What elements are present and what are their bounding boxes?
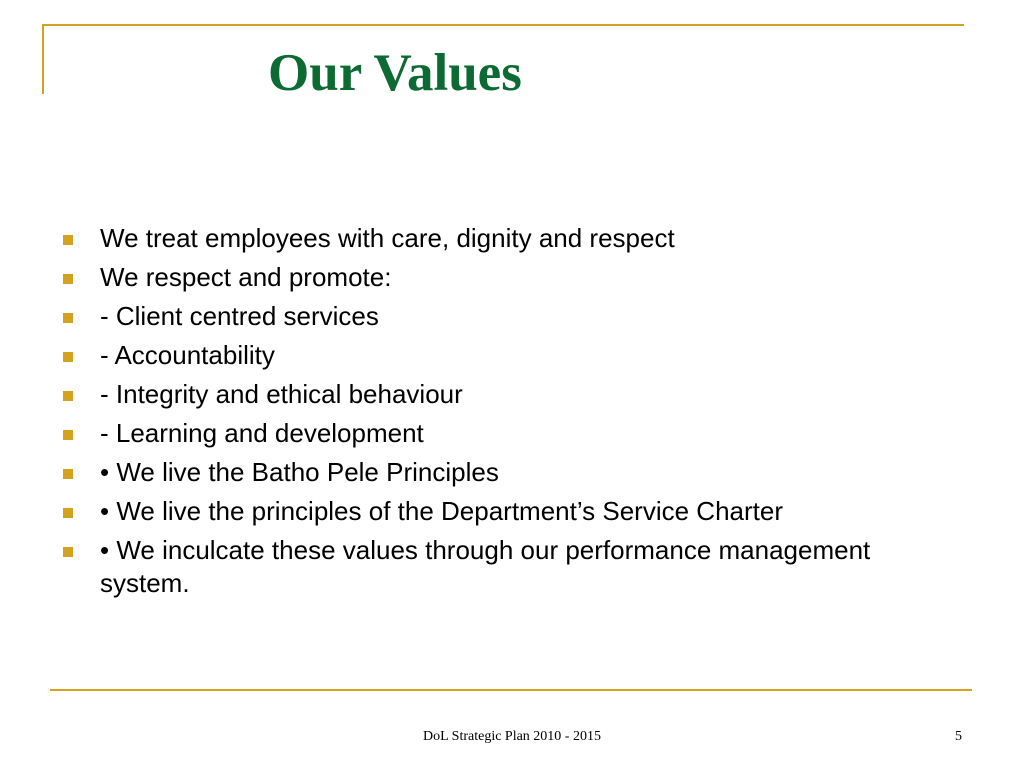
- bullet-text: • We live the principles of the Department’s Service Charter: [100, 496, 783, 526]
- bullet-text: - Integrity and ethical behaviour: [100, 379, 463, 409]
- page-number: 5: [955, 729, 962, 744]
- square-bullet-icon: [63, 469, 73, 479]
- top-frame-line: [42, 24, 964, 26]
- bullet-text: - Client centred services: [100, 301, 379, 331]
- bullet-item: [63, 495, 953, 528]
- slide-title: Our Values: [268, 44, 522, 102]
- bullet-text: - Accountability: [100, 340, 275, 370]
- bullet-item: [63, 534, 953, 600]
- square-bullet-icon: [63, 274, 73, 284]
- square-bullet-icon: [63, 430, 73, 440]
- bullet-item: [63, 417, 953, 450]
- square-bullet-icon: [63, 547, 73, 557]
- square-bullet-icon: [63, 235, 73, 245]
- left-frame-line: [42, 24, 44, 94]
- square-bullet-icon: [63, 313, 73, 323]
- bullet-item: [63, 456, 953, 489]
- bullet-text: • We live the Batho Pele Principles: [100, 457, 499, 487]
- square-bullet-icon: [63, 508, 73, 518]
- bullet-text: We respect and promote:: [100, 262, 392, 292]
- bullet-item: [63, 261, 953, 294]
- footer-divider: [50, 689, 972, 691]
- bullet-text: We treat employees with care, dignity and respect: [100, 223, 675, 253]
- footer-text: DoL Strategic Plan 2010 - 2015: [423, 729, 601, 744]
- bullet-text: • We inculcate these values through our performance management system.: [100, 535, 871, 598]
- bullet-list: [63, 222, 953, 606]
- bullet-text: - Learning and development: [100, 418, 424, 448]
- square-bullet-icon: [63, 352, 73, 362]
- bullet-item: [63, 222, 953, 255]
- bullet-item: [63, 378, 953, 411]
- bullet-item: [63, 339, 953, 372]
- square-bullet-icon: [63, 391, 73, 401]
- bullet-item: [63, 300, 953, 333]
